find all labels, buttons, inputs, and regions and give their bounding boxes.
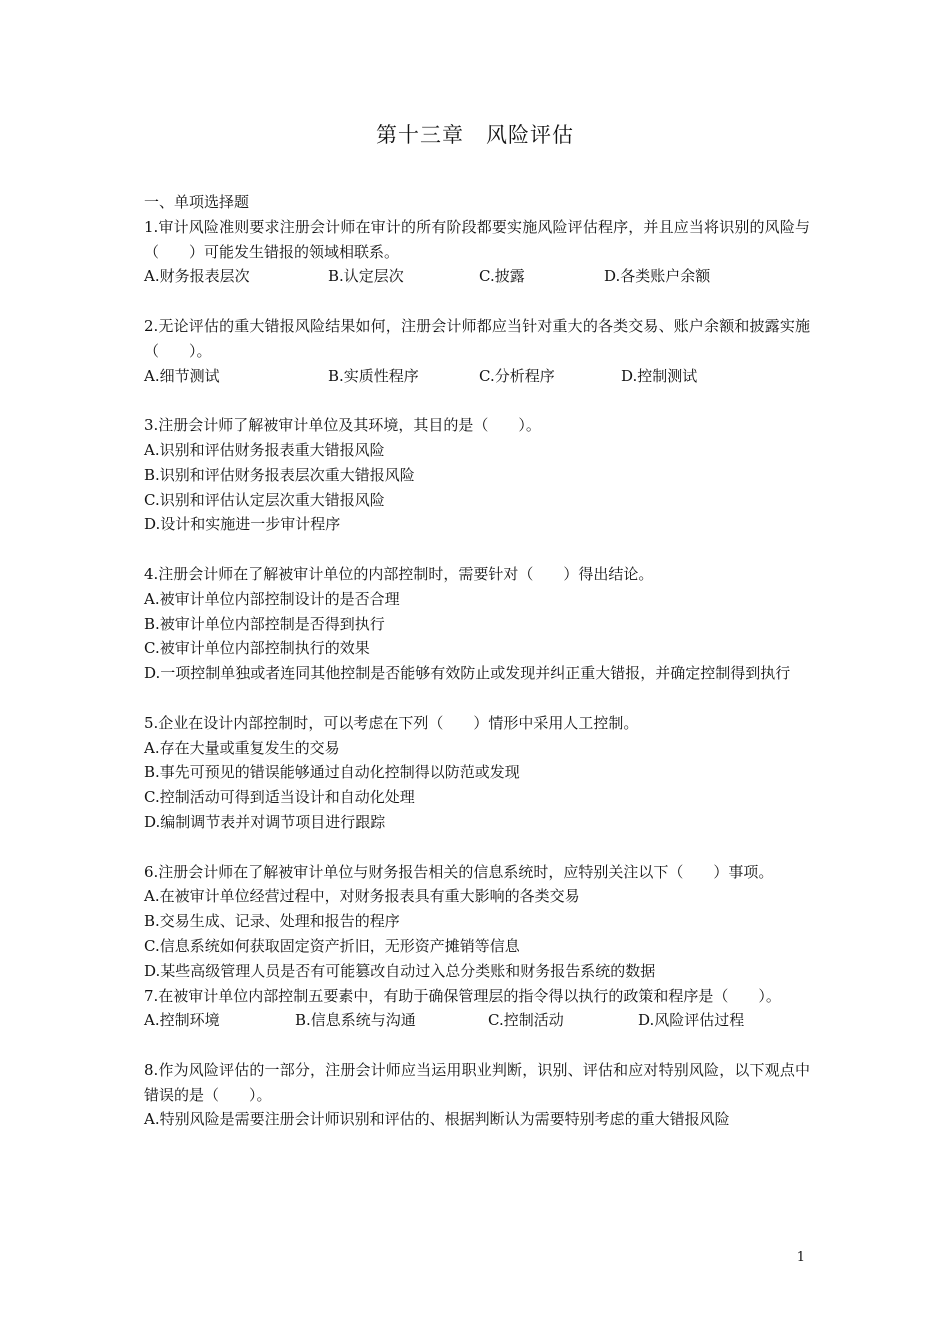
question-list — [144, 190, 810, 1132]
question-3 — [144, 413, 810, 537]
question-5 — [144, 711, 810, 835]
option-d: D.风险评估过程 — [638, 1011, 745, 1030]
chapter-title: 第十三章 风险评估 — [376, 123, 574, 147]
option-d: D.设计和实施进一步审计程序 — [144, 515, 341, 534]
option-row — [144, 264, 810, 289]
question-stem: 1.审计风险准则要求注册会计师在审计的所有阶段都要实施风险评估程序，并且应当将识别的风险与（ ）可能发生错报的领域相联系。 — [144, 217, 810, 261]
option-c: C.信息系统如何获取固定资产折旧，无形资产摊销等信息 — [144, 936, 520, 955]
option-b: B.认定层次 — [328, 267, 404, 286]
option-a: A.识别和评估财务报表重大错报风险 — [144, 440, 385, 459]
question-stem: 5.企业在设计内部控制时，可以考虑在下列（ ）情形中采用人工控制。 — [144, 713, 639, 732]
section-heading: 一、单项选择题 — [144, 193, 250, 211]
option-a: A.细节测试 — [144, 366, 220, 385]
question-stem: 7.在被审计单位内部控制五要素中，有助于确保管理层的指令得以执行的政策和程序是（ ）。 — [144, 986, 781, 1005]
option-row — [144, 1008, 810, 1033]
option-c: C.控制活动可得到适当设计和自动化处理 — [144, 788, 415, 807]
option-a: A.财务报表层次 — [144, 267, 250, 286]
option-b: B.识别和评估财务报表层次重大错报风险 — [144, 465, 415, 484]
option-a: A.特别风险是需要注册会计师识别和评估的、根据判断认为需要特别考虑的重大错报风险 — [144, 1110, 730, 1129]
question-2 — [144, 314, 810, 388]
question-6 — [144, 860, 810, 984]
option-b: B.交易生成、记录、处理和报告的程序 — [144, 912, 400, 931]
option-b: B.被审计单位内部控制是否得到执行 — [144, 614, 385, 633]
option-c: C.控制活动 — [488, 1011, 564, 1030]
option-d: D.各类账户余额 — [604, 267, 711, 286]
question-1 — [144, 215, 810, 289]
option-c: C.被审计单位内部控制执行的效果 — [144, 639, 370, 658]
option-b: B.信息系统与沟通 — [295, 1011, 416, 1030]
question-stem: 8.作为风险评估的一部分，注册会计师应当运用职业判断，识别、评估和应对特别风险，以下观点中错误的是（ ）。 — [144, 1060, 810, 1104]
option-d: D.一项控制单独或者连同其他控制是否能够有效防止或发现并纠正重大错报，并确定控制得到执行 — [144, 664, 791, 683]
question-4 — [144, 562, 810, 686]
question-stem: 3.注册会计师了解被审计单位及其环境，其目的是（ ）。 — [144, 416, 541, 435]
option-a: A.存在大量或重复发生的交易 — [144, 738, 340, 757]
option-b: B.实质性程序 — [328, 366, 419, 385]
option-a: A.在被审计单位经营过程中，对财务报表具有重大影响的各类交易 — [144, 887, 580, 906]
question-stem: 6.注册会计师在了解被审计单位与财务报告相关的信息系统时，应特别关注以下（ ）事项。 — [144, 862, 774, 881]
option-d: D.编制调节表并对调节项目进行跟踪 — [144, 812, 386, 831]
option-c: C.披露 — [479, 267, 525, 286]
option-b: B.事先可预见的错误能够通过自动化控制得以防范或发现 — [144, 763, 520, 782]
option-d: D.控制测试 — [621, 366, 698, 385]
option-d: D.某些高级管理人员是否有可能篡改自动过入总分类账和财务报告系统的数据 — [144, 961, 656, 980]
option-a: A.被审计单位内部控制设计的是否合理 — [144, 589, 400, 608]
option-row — [144, 364, 810, 389]
option-c: C.识别和评估认定层次重大错报风险 — [144, 490, 385, 509]
page-number: 1 — [796, 1250, 805, 1265]
question-8 — [144, 1058, 810, 1132]
question-stem: 2.无论评估的重大错报风险结果如何，注册会计师都应当针对重大的各类交易、账户余额和披露实施（ ）。 — [144, 316, 810, 360]
option-a: A.控制环境 — [144, 1011, 220, 1030]
question-7 — [144, 984, 810, 1034]
option-c: C.分析程序 — [479, 366, 555, 385]
question-stem: 4.注册会计师在了解被审计单位的内部控制时，需要针对（ ）得出结论。 — [144, 564, 654, 583]
